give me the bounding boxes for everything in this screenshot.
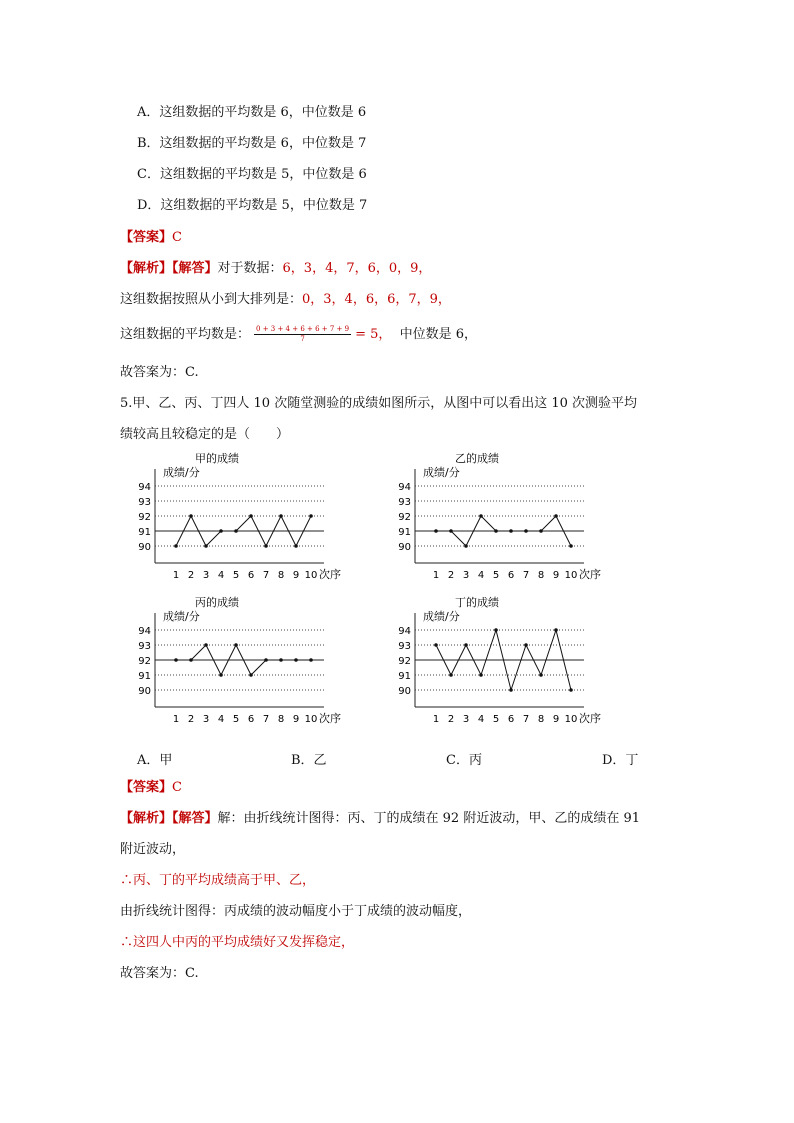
x-tick-label: 9 <box>552 714 560 725</box>
x-tick-label: 10 <box>564 714 578 725</box>
y-tick-label: 94 <box>398 626 411 637</box>
q5-analysis-line5: ∴这四人中丙的平均成绩好又发挥稳定， <box>120 935 355 950</box>
data-point <box>294 544 298 548</box>
answer-tag: 【答案】 <box>120 780 173 795</box>
q4-final: 故答案为：C. <box>120 365 199 380</box>
y-tick-label: 90 <box>138 686 151 697</box>
x-tick-label: 8 <box>537 714 545 725</box>
data-point <box>219 673 223 677</box>
answer-tag: 【答案】 <box>120 230 173 245</box>
x-tick-label: 2 <box>447 714 455 725</box>
q5-analysis-line3: ∴丙、丁的平均成绩高于甲、乙， <box>120 873 316 888</box>
data-point <box>234 529 238 533</box>
x-tick-label: 3 <box>202 570 210 581</box>
choice-a: A．甲 <box>137 753 173 768</box>
x-tick-label: 4 <box>477 714 485 725</box>
median-text: 中位数是 6， <box>399 327 478 342</box>
choice-b: B．乙 <box>291 753 327 768</box>
x-tick-label: 7 <box>522 570 530 581</box>
analysis-data: 0，3，4，6，6，7，9， <box>302 292 451 307</box>
y-tick-label: 93 <box>138 497 151 508</box>
x-axis-label: 次序 <box>579 568 601 581</box>
y-axis-label: 成绩/分 <box>163 466 200 479</box>
data-point <box>524 529 528 533</box>
x-tick-label: 1 <box>172 570 180 581</box>
data-point <box>204 544 208 548</box>
x-tick-label: 1 <box>432 570 440 581</box>
y-tick-label: 91 <box>398 671 411 682</box>
answer-value: C <box>172 780 182 795</box>
analysis-tag: 【解析】【解答】 <box>120 811 218 826</box>
y-tick-label: 90 <box>138 542 151 553</box>
x-tick-label: 8 <box>277 570 285 581</box>
choice-c: C．丙 <box>446 753 482 768</box>
chart-title: 甲的成绩 <box>195 452 239 465</box>
q5-stem-line2: 绩较高且较稳定的是（ ） <box>120 427 290 442</box>
y-tick-label: 90 <box>398 542 411 553</box>
q5-analysis-line4: 由折线统计图得：丙成绩的波动幅度小于丁成绩的波动幅度， <box>120 904 472 919</box>
x-tick-label: 5 <box>232 714 240 725</box>
data-point <box>479 673 483 677</box>
data-point <box>494 529 498 533</box>
chart-title: 乙的成绩 <box>455 452 499 465</box>
y-tick-label: 92 <box>138 656 151 667</box>
x-tick-label: 6 <box>247 570 255 581</box>
x-tick-label: 5 <box>492 714 500 725</box>
data-point <box>554 514 558 518</box>
x-tick-label: 3 <box>202 714 210 725</box>
x-tick-label: 2 <box>187 714 195 725</box>
data-point <box>434 643 438 647</box>
q5-stem-line1: 5.甲、乙、丙、丁四人 10 次随堂测验的成绩如图所示，从图中可以看出这 10 次测验平均 <box>120 396 638 411</box>
x-tick-label: 7 <box>522 714 530 725</box>
q5-analysis-line2: 附近波动， <box>120 842 186 857</box>
x-tick-label: 3 <box>462 714 470 725</box>
q5-analysis-line1 <box>120 810 640 828</box>
y-axis-label: 成绩/分 <box>163 610 200 623</box>
x-tick-label: 6 <box>507 570 515 581</box>
data-point <box>309 658 313 662</box>
y-tick-label: 91 <box>398 527 411 538</box>
y-tick-label: 94 <box>138 626 151 637</box>
option-b: B．这组数据的平均数是 6，中位数是 7 <box>137 136 367 151</box>
x-axis-label: 次序 <box>319 568 341 581</box>
data-point <box>249 514 253 518</box>
y-tick-label: 94 <box>138 482 151 493</box>
answer-value: C <box>172 230 182 245</box>
q5-answer-line <box>120 779 182 797</box>
data-point <box>264 544 268 548</box>
x-tick-label: 1 <box>172 714 180 725</box>
data-point <box>509 688 513 692</box>
analysis-text: 这组数据的平均数是： <box>120 327 251 342</box>
y-tick-label: 92 <box>138 512 151 523</box>
x-tick-label: 1 <box>432 714 440 725</box>
data-point <box>189 514 193 518</box>
x-tick-label: 5 <box>492 570 500 581</box>
data-point <box>219 529 223 533</box>
data-point <box>539 529 543 533</box>
data-point <box>539 673 543 677</box>
data-point <box>554 628 558 632</box>
mean-result: = 5， <box>355 327 392 342</box>
data-point <box>234 643 238 647</box>
data-point <box>449 673 453 677</box>
fraction-numerator: 0 + 3 + 4 + 6 + 6 + 7 + 9 <box>256 325 350 333</box>
y-axis-label: 成绩/分 <box>423 466 460 479</box>
y-tick-label: 93 <box>138 641 151 652</box>
data-point <box>174 544 178 548</box>
y-tick-label: 94 <box>398 482 411 493</box>
x-tick-label: 3 <box>462 570 470 581</box>
y-tick-label: 93 <box>398 497 411 508</box>
x-tick-label: 7 <box>262 714 270 725</box>
chart-title: 丙的成绩 <box>195 596 239 609</box>
x-tick-label: 6 <box>247 714 255 725</box>
x-axis-label: 次序 <box>319 712 341 725</box>
data-point <box>434 529 438 533</box>
data-point <box>189 658 193 662</box>
data-point <box>464 643 468 647</box>
x-tick-label: 5 <box>232 570 240 581</box>
data-point <box>174 658 178 662</box>
option-d: D．这组数据的平均数是 5，中位数是 7 <box>137 198 368 213</box>
y-tick-label: 92 <box>398 512 411 523</box>
data-point <box>264 658 268 662</box>
analysis-text: 解：由折线统计图得：丙、丁的成绩在 92 附近波动，甲、乙的成绩在 91 <box>217 811 640 826</box>
y-tick-label: 91 <box>138 671 151 682</box>
fraction-denominator: 7 <box>300 335 305 343</box>
data-point <box>569 688 573 692</box>
option-a: A．这组数据的平均数是 6，中位数是 6 <box>137 105 367 120</box>
x-tick-label: 8 <box>277 714 285 725</box>
analysis-tag: 【解析】【解答】 <box>120 261 218 276</box>
x-tick-label: 9 <box>292 570 300 581</box>
data-point <box>249 673 253 677</box>
data-point <box>449 529 453 533</box>
x-tick-label: 9 <box>552 570 560 581</box>
data-point <box>569 544 573 548</box>
x-tick-label: 7 <box>262 570 270 581</box>
y-tick-label: 90 <box>398 686 411 697</box>
y-tick-label: 91 <box>138 527 151 538</box>
choice-d: D．丁 <box>602 753 639 768</box>
chart-title: 丁的成绩 <box>455 596 499 609</box>
x-tick-label: 4 <box>217 714 225 725</box>
analysis-text: 对于数据： <box>217 261 283 276</box>
data-point <box>464 544 468 548</box>
data-point <box>524 643 528 647</box>
data-point <box>309 514 313 518</box>
data-point <box>294 658 298 662</box>
x-tick-label: 2 <box>447 570 455 581</box>
analysis-text: 这组数据按照从小到大排列是： <box>120 292 303 307</box>
y-tick-label: 93 <box>398 641 411 652</box>
x-tick-label: 2 <box>187 570 195 581</box>
y-tick-label: 92 <box>398 656 411 667</box>
x-tick-label: 4 <box>217 570 225 581</box>
x-tick-label: 10 <box>304 570 318 581</box>
x-tick-label: 9 <box>292 714 300 725</box>
data-point <box>279 514 283 518</box>
x-tick-label: 6 <box>507 714 515 725</box>
x-tick-label: 4 <box>477 570 485 581</box>
x-tick-label: 10 <box>564 570 578 581</box>
data-point <box>279 658 283 662</box>
data-point <box>479 514 483 518</box>
x-tick-label: 8 <box>537 570 545 581</box>
x-axis-label: 次序 <box>579 712 601 725</box>
data-point <box>204 643 208 647</box>
y-axis-label: 成绩/分 <box>423 610 460 623</box>
data-point <box>494 628 498 632</box>
option-c: C．这组数据的平均数是 5，中位数是 6 <box>137 167 367 182</box>
q5-final: 故答案为：C. <box>120 966 199 981</box>
x-tick-label: 10 <box>304 714 318 725</box>
data-point <box>509 529 513 533</box>
analysis-data: 6，3，4，7，6，0，9， <box>282 261 432 276</box>
